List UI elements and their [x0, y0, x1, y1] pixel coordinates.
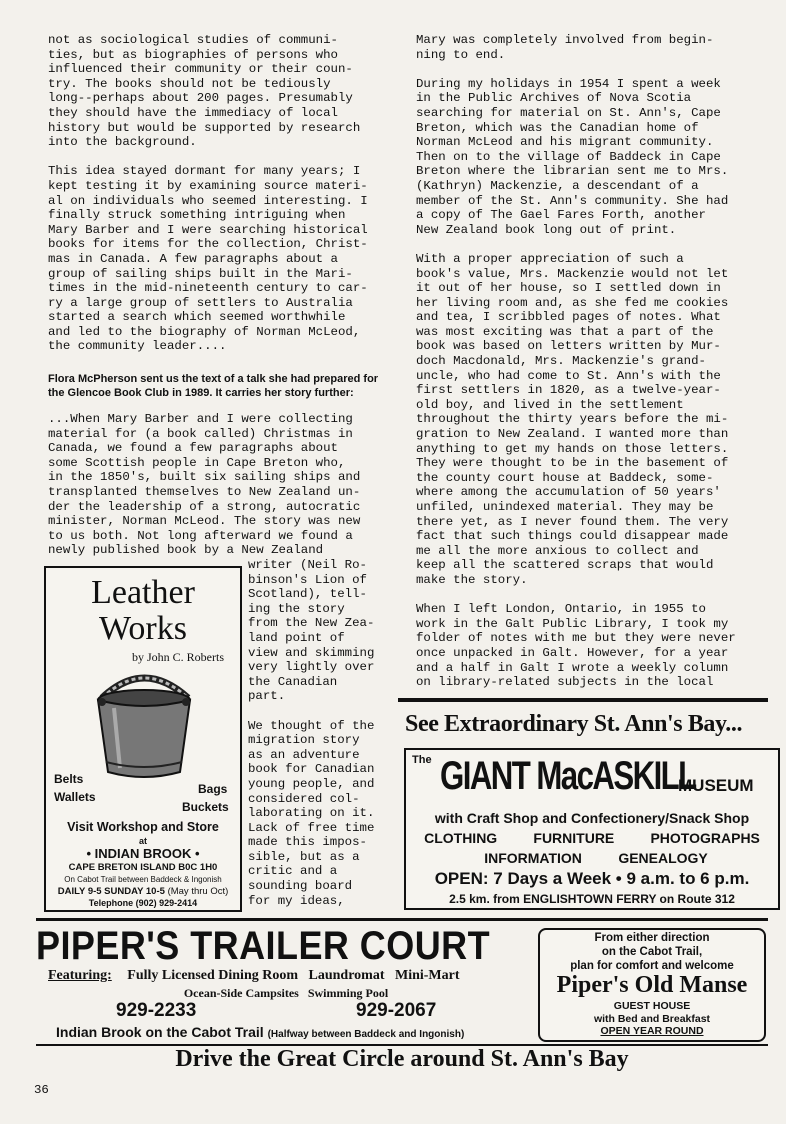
trailer-court-location-main: Indian Brook on the Cabot Trail — [56, 1024, 264, 1040]
article-column-left-top: not as sociological studies of communi- ties, but as biographies of persons who influenced their community or their coun- try. The books should not be tediously long--perhaps about 200 pages. Presumably they should have the immediacy of local history but would be supported by research into the background. This idea stayed dormant for many years; I kept testing it by examining source materi- al on individuals who seemed interesting. I finally struck something intriguing when Mary Barber and I were searching historical books for items for the collection, Christ- mas in Canada. A few paragraphs about a group of sailing ships built in the Mari- times in the mid-nineteenth century to car- ry a large group of settlers to Australia started a search which seemed worthwhile and led to the biography of Norman McLeod, the community leader.... — [48, 33, 368, 354]
manse-line1: From either direction — [594, 932, 710, 944]
leather-item-belts: Belts — [54, 772, 84, 786]
leather-hours-note: (May thru Oct) — [167, 886, 229, 897]
leather-hours — [46, 886, 240, 897]
article-column-narrow: writer (Neil Ro- binson's Lion of Scotland), tell- ing the story from the New Zea- land point of view and skimming very lightly over the Canadian part. We thought of the migration story as an adventure book for Canadian young people, and considered col- laborating on it. Lack of free time made this impos- sible, but as a critic and a sounding board for my ideas, — [248, 558, 375, 908]
manse-open: OPEN YEAR ROUND — [600, 1025, 704, 1037]
trailer-court-features2: Ocean-Side Campsites Swimming Pool — [183, 986, 389, 1000]
article-column-right: Mary was completely involved from begin- ning to end. During my holidays in 1954 I spent a week in the Public Archives of Nova Scotia searching for material on St. Ann's, Cape Breton, which was the Canadian home of Norman McLeod and his migrant community. Then on to the village of Baddeck in Cape Breton where the librarian sent me to Mrs. (Kathryn) Mackenzie, a descendant of a member of the St. Ann's community. She had a copy of The Gael Fares Forth, another New Zealand book long out of print. With a proper appreciation of such a book's value, Mrs. Mackenzie would not let it out of her house, so I settled down in her living room and, as she fed me cookies and tea, I scribbled pages of notes. What was most exciting was that a part of the book was based on letters written by Mur- doch Macdonald, Mrs. Mackenzie's grand- uncle, who had come to St. Ann's with the first settlers in 1820, as a twelve-year- old boy, and lived in the settlement throughout the thirty years before the mi- gration to New Zealand. I wanted more than anything to get my hands on those letters. They were thought to be in the basement of the county court house at Baddeck, some- where among the accumulation of 50 years' unfiled, unindexed material. They may be there yet, as I never found them. The very fact that such things could disappear made me all the more anxious to collect and keep all the scattered scraps that would make the story. When I left London, Ontario, in 1955 to work in the Galt Public Library, I took my folder of notes with me but they were never once unpacked in Galt. However, for a year and a half in Galt I wrote a weekly column on library-related subjects in the local — [416, 33, 736, 690]
leather-item-bags: Bags — [198, 782, 228, 796]
giant-ad-top-rule — [398, 698, 768, 702]
leather-postal: CAPE BRETON ISLAND B0C 1H0 — [68, 862, 218, 873]
trailer-court-location-note: (Halfway between Baddeck and Ingonish) — [267, 1029, 465, 1040]
leather-item-buckets: Buckets — [182, 800, 229, 814]
giant-macaskill-ad — [404, 748, 780, 910]
giant-genealogy: GENEALOGY — [618, 850, 708, 866]
leather-hours-days: DAILY 9-5 SUNDAY 10-5 — [57, 886, 165, 897]
giant-row2 — [466, 850, 726, 866]
leather-item-wallets: Wallets — [54, 790, 96, 804]
giant-name: GIANT MacASKILL — [440, 754, 696, 798]
manse-name: Piper's Old Manse — [556, 972, 748, 998]
manse-line2: on the Cabot Trail, — [601, 946, 703, 958]
giant-clothing: CLOTHING — [424, 830, 498, 846]
editor-caption: Flora McPherson sent us the text of a talk she had prepared for the Glencoe Book Club in 1989. It carries her story further: — [48, 373, 379, 399]
leather-title-line2: Works — [99, 610, 187, 647]
leather-trail: On Cabot Trail between Baddeck & Ingonish — [64, 875, 222, 884]
leather-visit: Visit Workshop and Store — [67, 820, 219, 834]
giant-museum: MUSEUM — [678, 776, 754, 795]
article-column-left-mid: ...When Mary Barber and I were collecting material for (a book called) Christmas in Canada, we found a few paragraphs about some Scottish people in Cape Breton who, in the 1850's, built six sailing ships and transplanted themselves to New Zealand un- der the leadership of a strong, autocratic minister, Norman McLeod. The story was new to us both. Not long afterward we found a newly published book by a New Zealand — [48, 412, 361, 558]
leather-at: at — [138, 836, 147, 846]
old-manse-ad — [538, 928, 766, 1042]
trailer-court-location — [56, 1024, 464, 1040]
leather-phone: Telephone (902) 929-2414 — [88, 898, 198, 908]
leather-works-ad — [44, 566, 242, 912]
giant-information: INFORMATION — [484, 850, 582, 866]
trailer-court-title: PIPER'S TRAILER COURT — [36, 924, 491, 968]
bottom-banner: Drive the Great Circle around St. Ann's Bay — [175, 1046, 629, 1072]
leather-bucket-icon — [80, 664, 208, 784]
leather-byline: by John C. Roberts — [132, 650, 225, 664]
bottom-ads-rule — [36, 918, 768, 921]
page-number: 36 — [34, 1083, 49, 1097]
trailer-court-featuring-label: Featuring: — [48, 968, 112, 983]
leather-place: • INDIAN BROOK • — [86, 846, 200, 861]
giant-distance: 2.5 km. from ENGLISHTOWN FERRY on Route 312 — [449, 892, 735, 906]
giant-the: The — [412, 754, 432, 766]
giant-furniture: FURNITURE — [533, 830, 615, 846]
manse-guest: GUEST HOUSE — [613, 1000, 691, 1012]
leather-title-line1: Leather — [91, 574, 195, 611]
giant-row1 — [406, 830, 778, 846]
trailer-court-featuring — [48, 968, 460, 984]
giant-photographs: PHOTOGRAPHS — [650, 830, 760, 846]
giant-ad-headline: See Extraordinary St. Ann's Bay... — [405, 711, 743, 737]
manse-line3: plan for comfort and welcome — [570, 960, 734, 972]
trailer-court-phone1: 929-2233 — [116, 1000, 197, 1021]
trailer-court-phone2: 929-2067 — [356, 1000, 437, 1021]
trailer-court-features: Fully Licensed Dining Room Laundromat Mini-Mart — [127, 968, 460, 983]
giant-open: OPEN: 7 Days a Week • 9 a.m. to 6 p.m. — [434, 869, 750, 888]
manse-bb: with Bed and Breakfast — [593, 1013, 711, 1025]
giant-craft: with Craft Shop and Confectionery/Snack Shop — [434, 810, 750, 826]
